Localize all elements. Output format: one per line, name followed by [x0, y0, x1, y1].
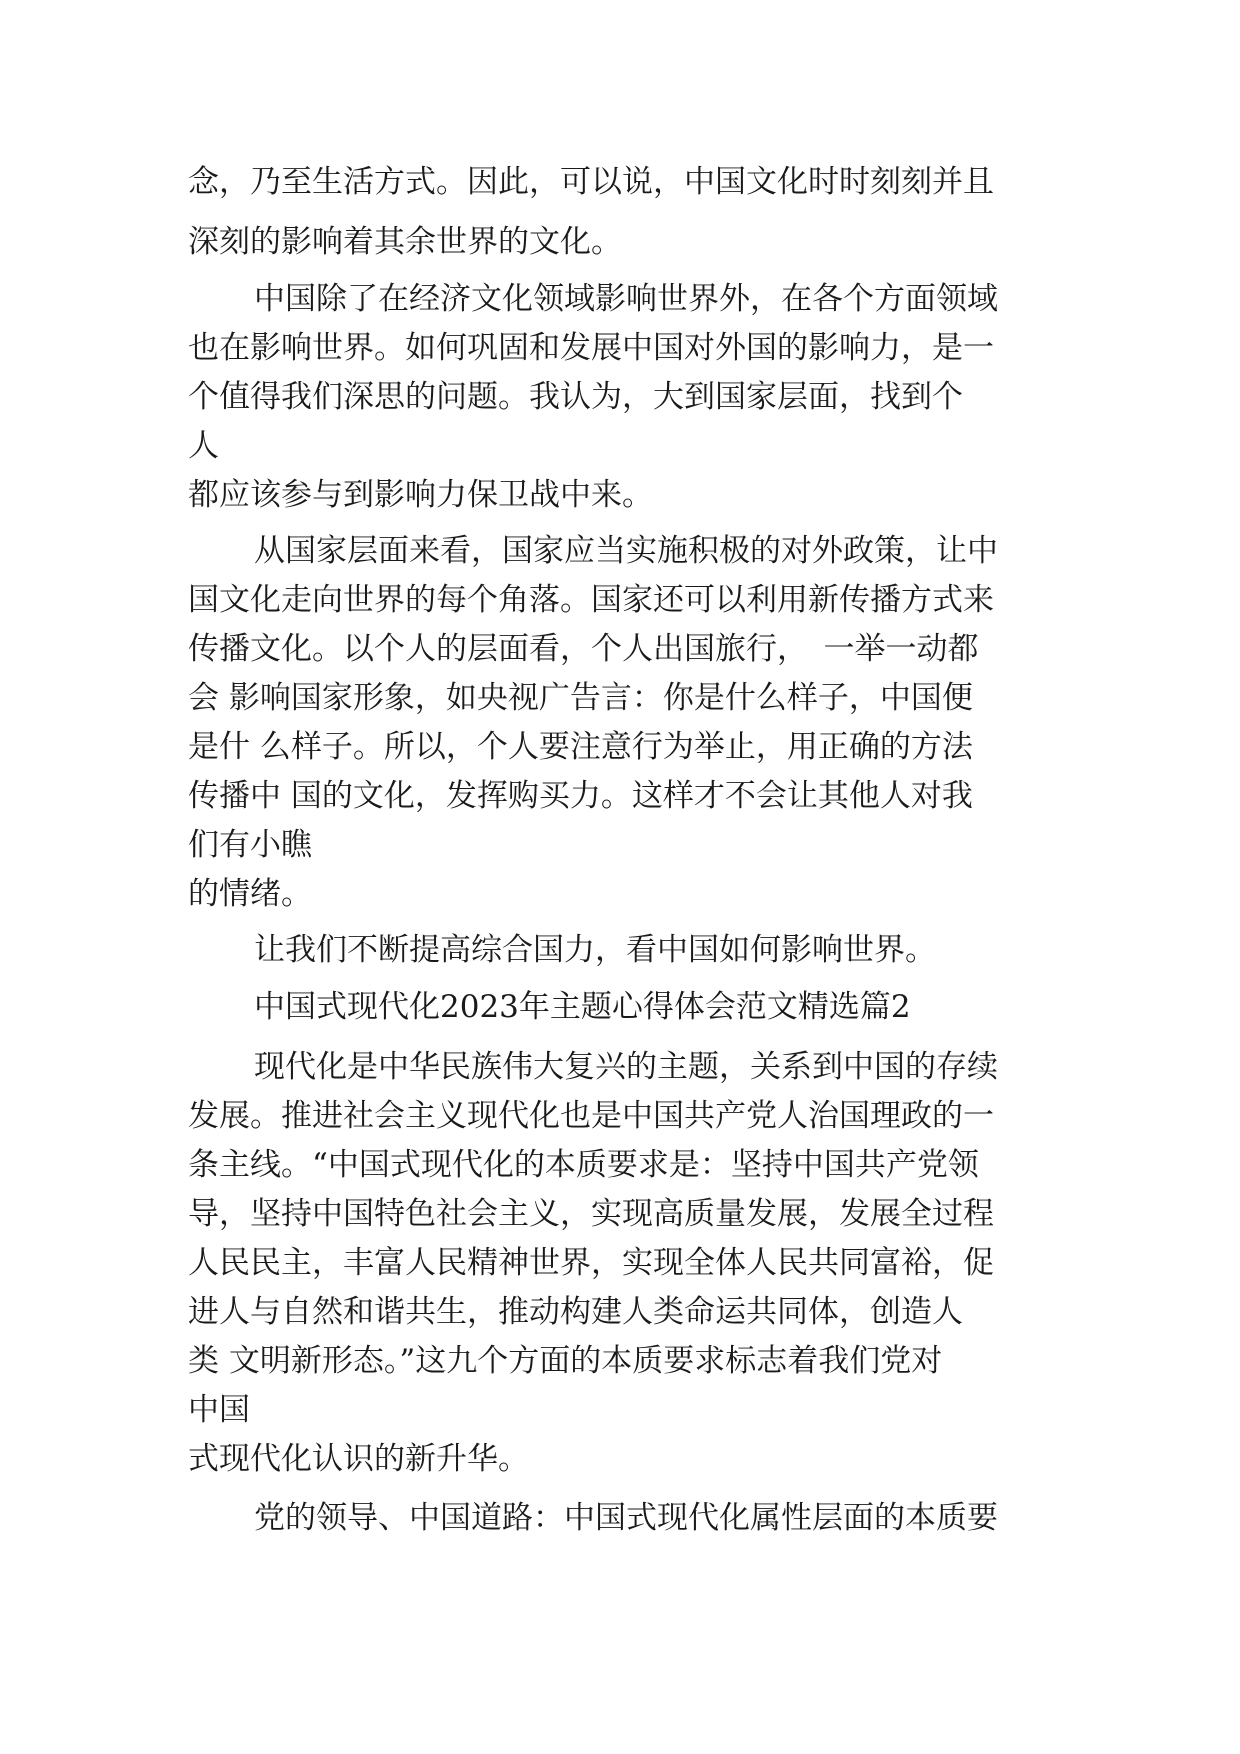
- text-line: 发展。推进社会主义现代化也是中国共产党人治国理政的一: [188, 1098, 994, 1134]
- text-line: 会 影响国家形象，如央视广告言：你是什么样子，中国便: [188, 680, 973, 716]
- paragraph-first-line: 中国除了在经济文化领域影响世界外，在各个方面领域: [254, 281, 998, 317]
- text-line: 进人与自然和谐共生，推动构建人类命运共同体，创造人: [188, 1294, 963, 1330]
- text-line: 的情绪。: [188, 876, 312, 912]
- text-line: 条主线。“中国式现代化的本质要求是：坚持中国共产党领: [188, 1147, 979, 1183]
- text-line: 是什 么样子。所以，个人要注意行为举止，用正确的方法: [188, 729, 973, 765]
- text-line: 都应该参与到影响力保卫战中来。: [188, 477, 653, 513]
- paragraph-first-line: 从国家层面来看，国家应当实施积极的对外政策，让中: [254, 533, 998, 569]
- text-line: 导，坚持中国特色社会主义，实现高质量发展，发展全过程: [188, 1196, 994, 1232]
- text-line: 国文化走向世界的每个角落。国家还可以利用新传播方式来: [188, 582, 994, 618]
- text-line: 深刻的影响着其余世界的文化。: [188, 224, 622, 260]
- text-line: 们有小瞧: [188, 827, 312, 863]
- paragraph-first-line: 现代化是中华民族伟大复兴的主题，关系到中国的存续: [254, 1049, 998, 1085]
- section-heading: 中国式现代化2023年主题心得体会范文精选篇2: [254, 989, 911, 1025]
- text-line: 念，乃至生活方式。因此，可以说，中国文化时时刻刻并且: [188, 164, 994, 200]
- text-line: 人民民主，丰富人民精神世界，实现全体人民共同富裕，促: [188, 1245, 994, 1281]
- text-line: 传播中 国的文化，发挥购买力。这样才不会让其他人对我: [188, 778, 973, 814]
- text-line: 人: [188, 428, 219, 464]
- paragraph-first-line: 党的领导、中国道路：中国式现代化属性层面的本质要: [254, 1500, 998, 1536]
- text-line: 也在影响世界。如何巩固和发展中国对外国的影响力，是一: [188, 330, 994, 366]
- text-line: 类 文明新形态。”这九个方面的本质要求标志着我们党对: [188, 1343, 943, 1379]
- text-line: 个值得我们深思的问题。我认为，大到国家层面，找到个: [188, 379, 963, 415]
- paragraph-first-line: 让我们不断提高综合国力，看中国如何影响世界。: [254, 932, 936, 968]
- text-line: 中国: [188, 1392, 250, 1428]
- text-line: 式现代化认识的新升华。: [188, 1441, 529, 1477]
- text-line: 传播文化。以个人的层面看，个人出国旅行， 一举一动都: [188, 631, 979, 667]
